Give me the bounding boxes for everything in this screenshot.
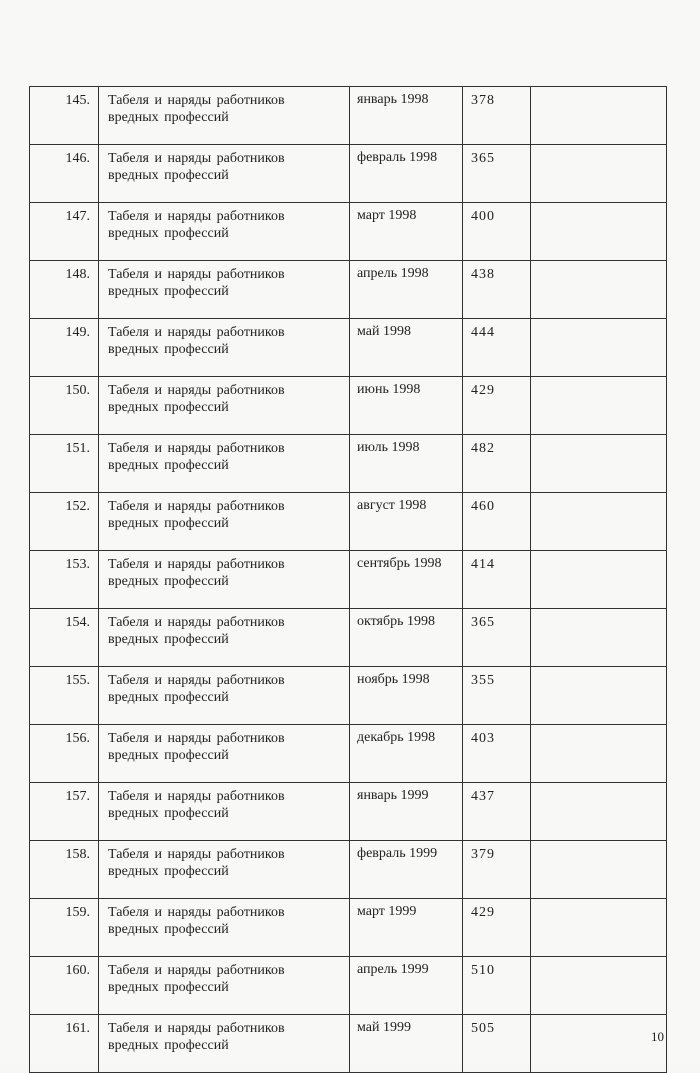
row-title-line-2: вредных профессий — [108, 632, 229, 647]
table-row — [30, 145, 667, 203]
row-number: 154. — [30, 609, 99, 667]
row-quantity: 505 — [463, 1015, 531, 1073]
table-row — [30, 203, 667, 261]
row-title-line-1: Табеля и наряды работников — [108, 267, 285, 282]
row-title-line-1: Табеля и наряды работников — [108, 209, 285, 224]
page-number: 10 — [651, 1029, 664, 1044]
row-title-line-2: вредных профессий — [108, 690, 229, 705]
table-row — [30, 725, 667, 783]
row-date: январь 1999 — [350, 783, 463, 841]
row-note — [531, 261, 667, 319]
row-title-line-1: Табеля и наряды работников — [108, 1021, 285, 1036]
row-number: 151. — [30, 435, 99, 493]
row-date: апрель 1999 — [350, 957, 463, 1015]
row-quantity: 414 — [463, 551, 531, 609]
row-date: январь 1998 — [350, 87, 463, 145]
row-title — [99, 551, 350, 609]
row-title — [99, 899, 350, 957]
table-row — [30, 841, 667, 899]
row-note — [531, 203, 667, 261]
row-title-line-1: Табеля и наряды работников — [108, 325, 285, 340]
row-quantity: 400 — [463, 203, 531, 261]
row-quantity: 429 — [463, 899, 531, 957]
row-title-line-2: вредных профессий — [108, 284, 229, 299]
table-row — [30, 435, 667, 493]
records-table-body — [30, 87, 667, 1073]
row-quantity: 379 — [463, 841, 531, 899]
row-note — [531, 87, 667, 145]
row-note — [531, 319, 667, 377]
row-note — [531, 435, 667, 493]
row-title-line-1: Табеля и наряды работников — [108, 731, 285, 746]
row-title — [99, 493, 350, 551]
row-title-line-2: вредных профессий — [108, 226, 229, 241]
row-number: 153. — [30, 551, 99, 609]
row-number: 145. — [30, 87, 99, 145]
row-title-line-1: Табеля и наряды работников — [108, 673, 285, 688]
row-title-line-2: вредных профессий — [108, 864, 229, 879]
row-title — [99, 203, 350, 261]
table-row — [30, 377, 667, 435]
row-note — [531, 493, 667, 551]
row-quantity: 438 — [463, 261, 531, 319]
row-number: 147. — [30, 203, 99, 261]
row-quantity: 365 — [463, 609, 531, 667]
table-row — [30, 493, 667, 551]
row-note — [531, 899, 667, 957]
row-title-line-1: Табеля и наряды работников — [108, 615, 285, 630]
row-title-line-1: Табеля и наряды работников — [108, 93, 285, 108]
row-number: 155. — [30, 667, 99, 725]
row-number: 159. — [30, 899, 99, 957]
table-row — [30, 609, 667, 667]
row-title — [99, 435, 350, 493]
row-title-line-2: вредных профессий — [108, 400, 229, 415]
row-date: июнь 1998 — [350, 377, 463, 435]
row-quantity: 444 — [463, 319, 531, 377]
row-note — [531, 609, 667, 667]
row-note — [531, 377, 667, 435]
table-row — [30, 783, 667, 841]
row-title-line-2: вредных профессий — [108, 980, 229, 995]
row-title-line-2: вредных профессий — [108, 110, 229, 125]
row-title-line-2: вредных профессий — [108, 922, 229, 937]
row-quantity: 429 — [463, 377, 531, 435]
row-note — [531, 957, 667, 1015]
row-date: октябрь 1998 — [350, 609, 463, 667]
row-title — [99, 725, 350, 783]
row-note — [531, 1015, 667, 1073]
row-number: 150. — [30, 377, 99, 435]
row-quantity: 365 — [463, 145, 531, 203]
row-date: март 1999 — [350, 899, 463, 957]
row-note — [531, 783, 667, 841]
row-date: ноябрь 1998 — [350, 667, 463, 725]
row-title-line-2: вредных профессий — [108, 168, 229, 183]
row-title-line-1: Табеля и наряды работников — [108, 847, 285, 862]
row-quantity: 403 — [463, 725, 531, 783]
row-title — [99, 1015, 350, 1073]
row-note — [531, 551, 667, 609]
table-row — [30, 87, 667, 145]
row-date: сентябрь 1998 — [350, 551, 463, 609]
table-row — [30, 261, 667, 319]
row-number: 157. — [30, 783, 99, 841]
row-date: март 1998 — [350, 203, 463, 261]
row-date: май 1999 — [350, 1015, 463, 1073]
row-number: 149. — [30, 319, 99, 377]
table-row — [30, 957, 667, 1015]
table-row — [30, 667, 667, 725]
row-note — [531, 841, 667, 899]
row-title — [99, 261, 350, 319]
row-number: 158. — [30, 841, 99, 899]
row-title-line-1: Табеля и наряды работников — [108, 905, 285, 920]
row-title-line-2: вредных профессий — [108, 1038, 229, 1053]
row-number: 161. — [30, 1015, 99, 1073]
row-title — [99, 609, 350, 667]
row-number: 148. — [30, 261, 99, 319]
row-title-line-1: Табеля и наряды работников — [108, 557, 285, 572]
row-title-line-2: вредных профессий — [108, 748, 229, 763]
row-title-line-2: вредных профессий — [108, 806, 229, 821]
row-title-line-1: Табеля и наряды работников — [108, 383, 285, 398]
row-note — [531, 667, 667, 725]
row-title-line-2: вредных профессий — [108, 342, 229, 357]
row-title — [99, 783, 350, 841]
row-title — [99, 957, 350, 1015]
row-quantity: 460 — [463, 493, 531, 551]
row-quantity: 482 — [463, 435, 531, 493]
row-date: август 1998 — [350, 493, 463, 551]
row-number: 156. — [30, 725, 99, 783]
row-date: май 1998 — [350, 319, 463, 377]
row-title-line-2: вредных профессий — [108, 516, 229, 531]
row-title — [99, 667, 350, 725]
row-quantity: 510 — [463, 957, 531, 1015]
row-date: февраль 1998 — [350, 145, 463, 203]
row-title — [99, 841, 350, 899]
row-number: 152. — [30, 493, 99, 551]
row-note — [531, 145, 667, 203]
row-number: 146. — [30, 145, 99, 203]
table-row — [30, 1015, 667, 1073]
table-row — [30, 551, 667, 609]
row-quantity: 355 — [463, 667, 531, 725]
row-title — [99, 87, 350, 145]
row-title — [99, 319, 350, 377]
row-title-line-1: Табеля и наряды работников — [108, 441, 285, 456]
row-title — [99, 377, 350, 435]
row-date: декабрь 1998 — [350, 725, 463, 783]
row-title-line-1: Табеля и наряды работников — [108, 499, 285, 514]
row-date: июль 1998 — [350, 435, 463, 493]
row-date: февраль 1999 — [350, 841, 463, 899]
row-title-line-1: Табеля и наряды работников — [108, 963, 285, 978]
row-title-line-1: Табеля и наряды работников — [108, 789, 285, 804]
row-note — [531, 725, 667, 783]
row-date: апрель 1998 — [350, 261, 463, 319]
row-title-line-2: вредных профессий — [108, 458, 229, 473]
table-row — [30, 899, 667, 957]
row-title-line-2: вредных профессий — [108, 574, 229, 589]
row-quantity: 378 — [463, 87, 531, 145]
records-table — [29, 86, 667, 1073]
row-quantity: 437 — [463, 783, 531, 841]
row-title-line-1: Табеля и наряды работников — [108, 151, 285, 166]
table-row — [30, 319, 667, 377]
row-number: 160. — [30, 957, 99, 1015]
row-title — [99, 145, 350, 203]
